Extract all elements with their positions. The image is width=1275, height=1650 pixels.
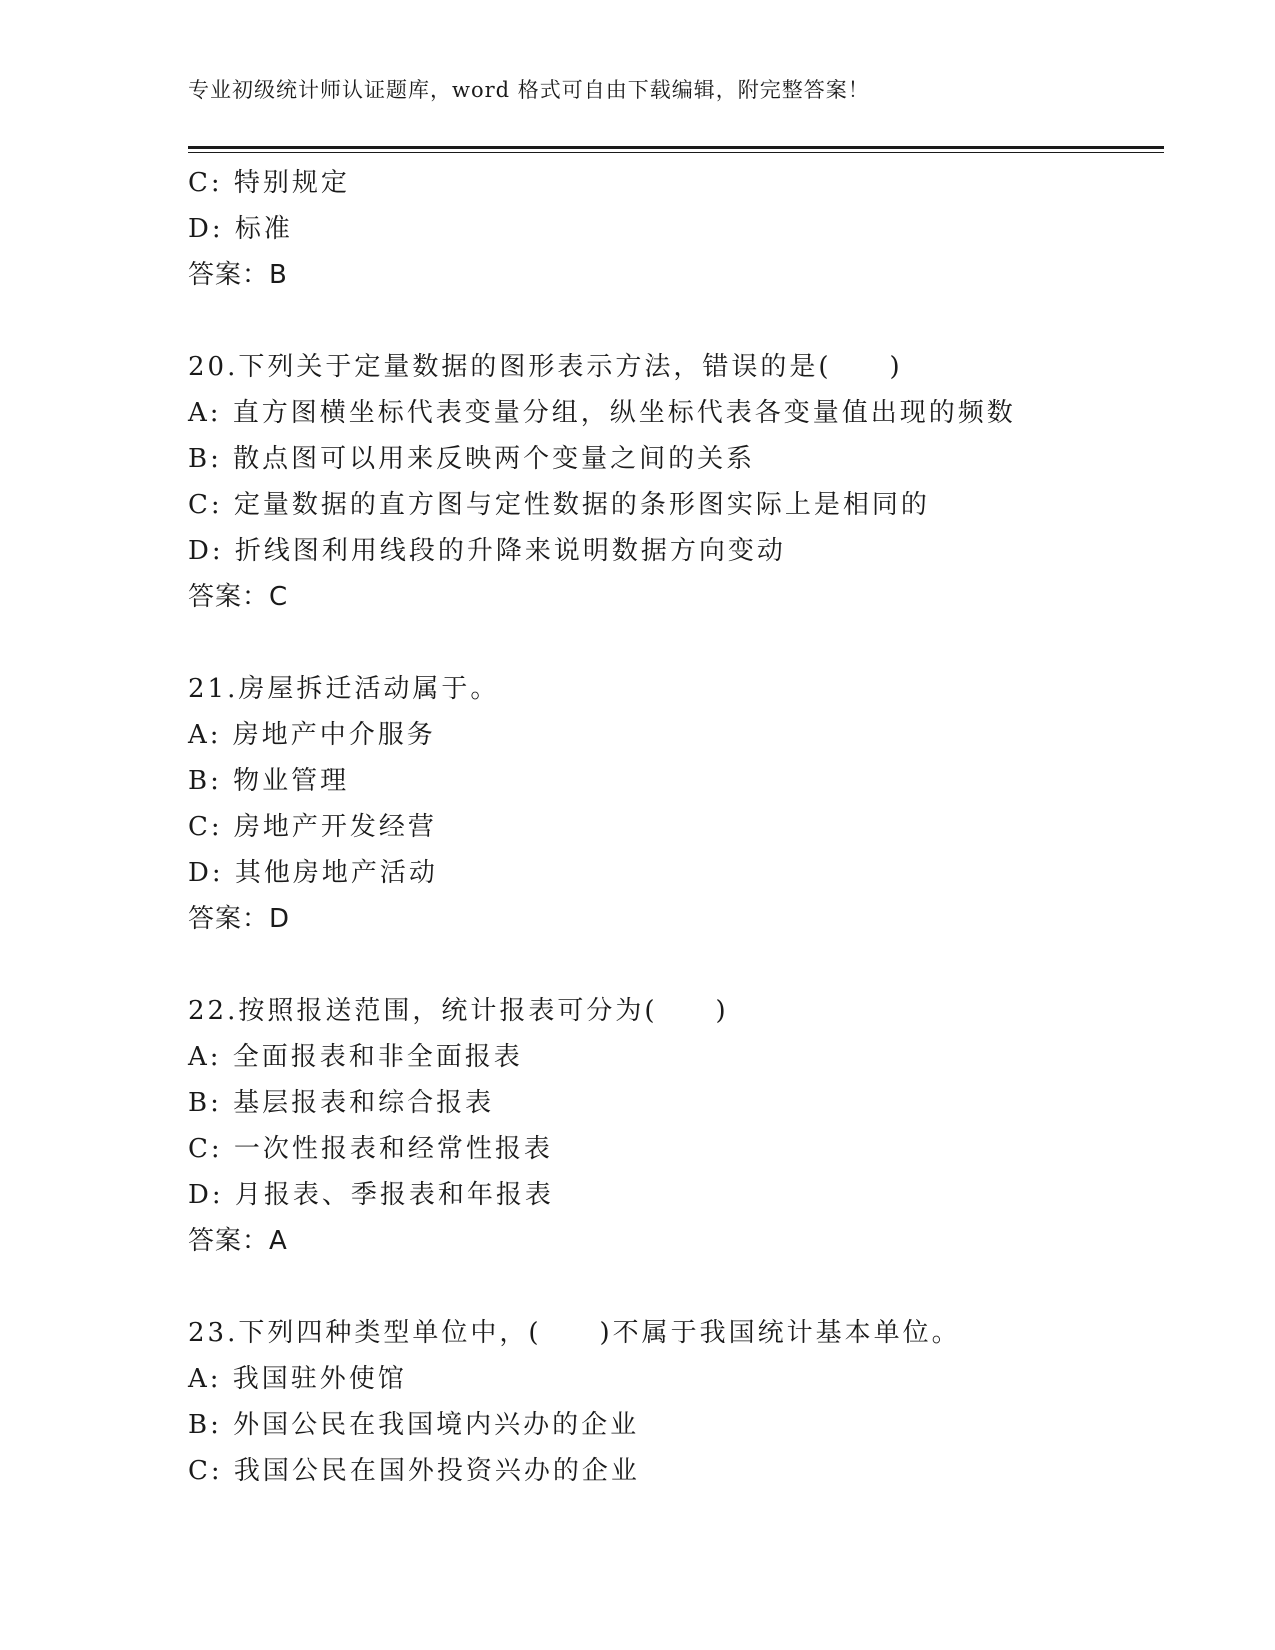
question-23 [188, 1310, 1164, 1494]
option-c: C: 我国公民在国外投资兴办的企业 [188, 1456, 640, 1486]
option-c: C: 特别规定 [188, 168, 350, 198]
header-divider-thin [188, 152, 1164, 153]
question-19-tail [188, 160, 1164, 298]
answer: 答案：D [188, 904, 291, 934]
option-d: D: 折线图利用线段的升降来说明数据方向变动 [188, 536, 786, 566]
option-a: A: 全面报表和非全面报表 [188, 1042, 523, 1072]
question-20 [188, 344, 1164, 620]
option-c: C: 一次性报表和经常性报表 [188, 1134, 553, 1164]
option-c: C: 定量数据的直方图与定性数据的条形图实际上是相同的 [188, 490, 930, 520]
option-b: B: 物业管理 [188, 766, 350, 796]
option-b: B: 外国公民在我国境内兴办的企业 [188, 1410, 640, 1440]
spacer [188, 620, 1164, 666]
option-d: D: 其他房地产活动 [188, 858, 438, 888]
question-21 [188, 666, 1164, 942]
option-b: B: 基层报表和综合报表 [188, 1088, 495, 1118]
question-stem: 21.房屋拆迁活动属于。 [188, 674, 500, 704]
answer: 答案：B [188, 260, 288, 290]
spacer [188, 942, 1164, 988]
question-stem: 22.按照报送范围，统计报表可分为( ) [188, 996, 729, 1026]
option-a: A: 直方图横坐标代表变量分组，纵坐标代表各变量值出现的频数 [188, 398, 1016, 428]
option-a: A: 我国驻外使馆 [188, 1364, 407, 1394]
option-d: D: 月报表、季报表和年报表 [188, 1180, 554, 1210]
spacer [188, 298, 1164, 344]
header-divider-thick [188, 146, 1164, 149]
question-stem: 23.下列四种类型单位中，( )不属于我国统计基本单位。 [188, 1318, 961, 1348]
question-22 [188, 988, 1164, 1264]
question-list [188, 160, 1164, 1494]
answer: 答案：C [188, 582, 289, 612]
question-stem: 20.下列关于定量数据的图形表示方法，错误的是( ) [188, 352, 903, 382]
spacer [188, 1264, 1164, 1310]
option-c: C: 房地产开发经营 [188, 812, 437, 842]
option-b: B: 散点图可以用来反映两个变量之间的关系 [188, 444, 756, 474]
page-header: 专业初级统计师认证题库，word 格式可自由下载编辑，附完整答案！ [188, 78, 870, 102]
option-a: A: 房地产中介服务 [188, 720, 436, 750]
option-d: D: 标准 [188, 214, 293, 244]
answer: 答案：A [188, 1226, 288, 1256]
